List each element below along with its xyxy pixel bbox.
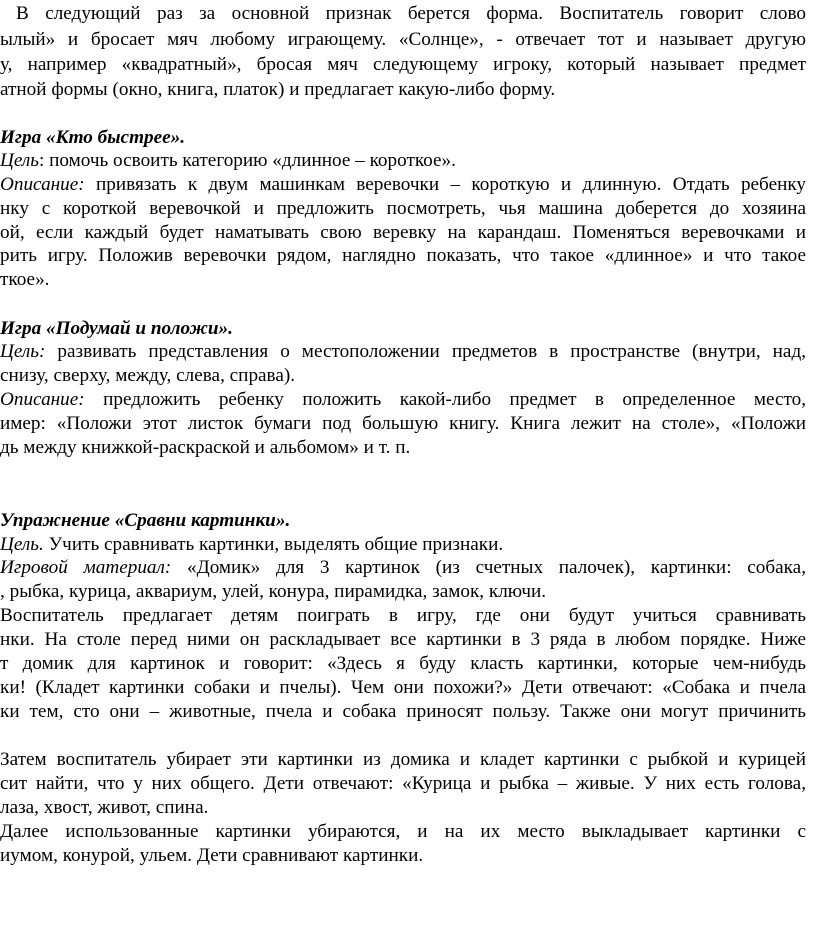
goal-label: Цель <box>0 150 39 171</box>
description-text: предложить ребенку положить какой-либо предмет в определенное место, <box>84 389 806 410</box>
paragraph-line: у, например «квадратный», бросая мяч следующему игроку, который называет предмет <box>0 54 806 75</box>
description-label: Описание: <box>0 174 85 195</box>
paragraph-line: сит найти, что у них общего. Дети отвечают: «Курица и рыбка – живые. У них есть голова, <box>0 773 806 794</box>
paragraph-line: ки тем, сто они – животные, пчела и собака приносят пользу. Также они могут причинить <box>0 701 806 722</box>
goal-label: Цель: <box>0 341 46 362</box>
section-heading: Упражнение «Сравни картинки». <box>0 510 291 531</box>
paragraph-line: ткое». <box>0 269 50 290</box>
paragraph-line: атной формы (окно, книга, платок) и предлагает какую-либо форму. <box>0 79 556 100</box>
paragraph-line: ылый» и бросает мяч любому играющему. «Солнце», - отвечает тот и называет другую <box>0 29 806 50</box>
material-label: Игровой материал: <box>0 557 172 578</box>
paragraph-line: Затем воспитатель убирает эти картинки из домика и кладет картинки с рыбкой и курицей <box>0 749 806 770</box>
paragraph-line: снизу, сверху, между, слева, справа). <box>0 365 296 386</box>
paragraph-line: нки. На столе перед ними он раскладывает все картинки в 3 ряда в любом порядке. Ниже <box>0 629 806 650</box>
paragraph-line: имер: «Положи этот листок бумаги под большую книгу. Книга лежит на столе», «Положи <box>0 413 806 434</box>
paragraph-line: дь между книжкой-раскраской и альбомом» и т. п. <box>0 437 411 458</box>
paragraph-line: лаза, хвост, живот, спина. <box>0 797 209 818</box>
paragraph-line: т домик для картинок и говорит: «Здесь я буду класть картинки, которые чем-нибудь <box>0 653 806 674</box>
paragraph-line: ой, если каждый будет наматывать свою веревку на карандаш. Поменяться веревочками и <box>0 222 806 243</box>
goal-text: Учить сравнивать картинки, выделять общие признаки. <box>43 534 504 555</box>
goal-line <box>0 534 806 556</box>
section-heading: Игра «Кто быстрее». <box>0 127 186 148</box>
paragraph-line: нку с короткой веревочкой и предложить посмотреть, чья машина доберется до хозяина <box>0 198 806 219</box>
paragraph-line: , рыбка, курица, аквариум, улей, конура, пирамидка, замок, ключи. <box>0 581 547 602</box>
description-text: привязать к двум машинкам веревочки – короткую и длинную. Отдать ребенку <box>84 174 806 195</box>
description-label: Описание: <box>0 389 85 410</box>
paragraph-line: иумом, конурой, ульем. Дети сравнивают картинки. <box>0 845 424 866</box>
goal-line <box>0 150 806 172</box>
description-line <box>0 174 806 196</box>
material-text: «Домик» для 3 картинок (из счетных палочек), картинки: собака, <box>171 557 806 578</box>
goal-label: Цель. <box>0 534 44 555</box>
paragraph-line: рить игру. Положив веревочки рядом, наглядно показать, что такое «длинное» и что такое <box>0 245 806 266</box>
paragraph-line: ки! (Кладет картинки собаки и пчелы). Чем они похожи?» Дети отвечают: «Собака и пчела <box>0 677 806 698</box>
paragraph-line: В следующий раз за основной признак берется форма. Воспитатель говорит слово <box>16 3 806 24</box>
paragraph-line: Воспитатель предлагает детям поиграть в игру, где они будут учиться сравнивать <box>0 605 806 626</box>
goal-text: развивать представления о местоположении предметов в пространстве (внутри, над, <box>45 341 806 362</box>
section-heading: Игра «Подумай и положи». <box>0 318 233 339</box>
material-line <box>0 557 806 579</box>
goal-text: : помочь освоить категорию «длинное – короткое». <box>39 150 456 171</box>
paragraph-line: Далее использованные картинки убираются, и на их место выкладывает картинки с <box>0 821 806 842</box>
goal-line <box>0 341 806 363</box>
description-line <box>0 389 806 411</box>
